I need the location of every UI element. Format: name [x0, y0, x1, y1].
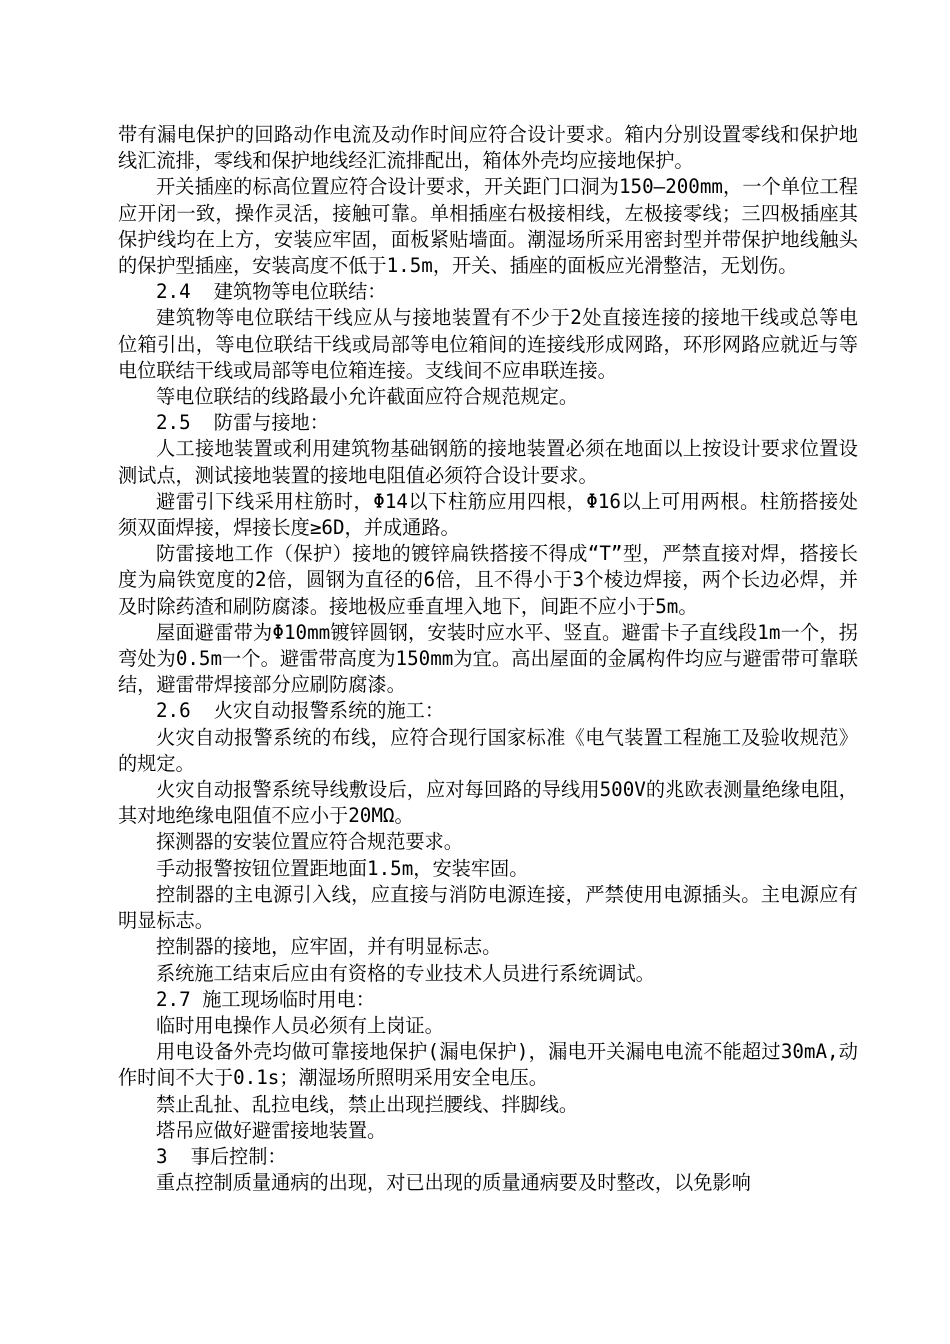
- section-heading: 2.5 防雷与接地：: [156, 411, 329, 435]
- paragraph: 控制器的接地，应牢固，并有明显标志。: [156, 935, 502, 959]
- paragraph: 避雷引下线采用柱筋时，Φ14以下柱筋应用四根，Φ16以上可用两根。柱筋搭接处须双面焊接，焊接长度≥6D，并成通路。: [118, 489, 858, 540]
- paragraph: 控制器的主电源引入线，应直接与消防电源连接，严禁使用电源插头。主电源应有明显标志。: [118, 882, 858, 933]
- paragraph: 等电位联结的线路最小允许截面应符合规范规定。: [156, 385, 579, 409]
- paragraph: 系统施工结束后应由有资格的专业技术人员进行系统调试。: [156, 961, 655, 985]
- section-heading: 3 事后控制：: [156, 1144, 287, 1168]
- paragraph: 火灾自动报警系统的布线，应符合现行国家标准《电气装置工程施工及验收规范》的规定。: [118, 725, 858, 775]
- paragraph: 临时用电操作人员必须有上岗证。: [156, 1013, 444, 1037]
- paragraph: 带有漏电保护的回路动作电流及动作时间应符合设计要求。箱内分别设置零线和保护地线汇流排，零线和保护地线经汇流排配出，箱体外壳均应接地保护。: [118, 123, 858, 173]
- paragraph: 人工接地装置或利用建筑物基础钢筋的接地装置必须在地面以上按设计要求位置设测试点，测试接地装置的接地电阻值必须符合设计要求。: [118, 437, 858, 487]
- paragraph: 开关插座的标高位置应符合设计要求，开关距门口洞为150—200mm，一个单位工程应开闭一致，操作灵活，接触可靠。单相插座右极接相线，左极接零线；三四极插座其保护线均在上方，安装应牢固，面板紧贴墙面。潮湿场所采用密封型并带保护地线触头的保护型插座，安装高度不低于1.5m，开关、插座的面板应光滑整洁，无划伤。: [118, 175, 858, 278]
- document-page: [118, 122, 858, 1196]
- paragraph: 重点控制质量通病的出现，对已出现的质量通病要及时整改，以免影响: [156, 1171, 751, 1195]
- section-heading: 2.4 建筑物等电位联结：: [156, 280, 387, 304]
- paragraph: 火灾自动报警系统导线敷设后，应对每回路的导线用500V的兆欧表测量绝缘电阻，其对地绝缘电阻值不应小于20MΩ。: [118, 778, 858, 828]
- paragraph: 屋面避雷带为Φ10mm镀锌圆钢，安装时应水平、竖直。避雷卡子直线段1m一个，拐弯处为0.5m一个。避雷带高度为150mm为宜。高出屋面的金属构件均应与避雷带可靠联结，避雷带焊接部分应刷防腐漆。: [118, 620, 858, 697]
- paragraph: 用电设备外壳均做可靠接地保护(漏电保护)，漏电开关漏电电流不能超过30mA,动作时间不大于0.1s；潮湿场所照明采用安全电压。: [118, 1040, 858, 1090]
- section-heading: 2.7 施工现场临时用电：: [156, 987, 375, 1011]
- paragraph: 探测器的安装位置应符合规范要求。: [156, 830, 463, 854]
- paragraph: 建筑物等电位联结干线应从与接地装置有不少于2处直接连接的接地干线或总等电位箱引出，等电位联结干线或局部等电位箱间的连接线形成网路，环形网路应就近与等电位联结干线或局部等电位箱连接。支线间不应串联连接。: [118, 306, 858, 382]
- paragraph: 防雷接地工作（保护）接地的镀锌扁铁搭接不得成“T”型，严禁直接对焊，搭接长度为扁铁宽度的2倍，圆钢为直径的6倍，且不得小于3个棱边焊接，两个长边必焊，并及时除药渣和刷防腐漆。接地极应垂直埋入地下，间距不应小于5m。: [118, 542, 858, 618]
- paragraph: 手动报警按钮位置距地面1.5m，安装牢固。: [156, 856, 529, 880]
- section-heading: 2.6 火灾自动报警系统的施工：: [156, 699, 445, 723]
- paragraph: 塔吊应做好避雷接地装置。: [156, 1118, 387, 1142]
- paragraph: 禁止乱扯、乱拉电线，禁止出现拦腰线、拌脚线。: [156, 1092, 579, 1116]
